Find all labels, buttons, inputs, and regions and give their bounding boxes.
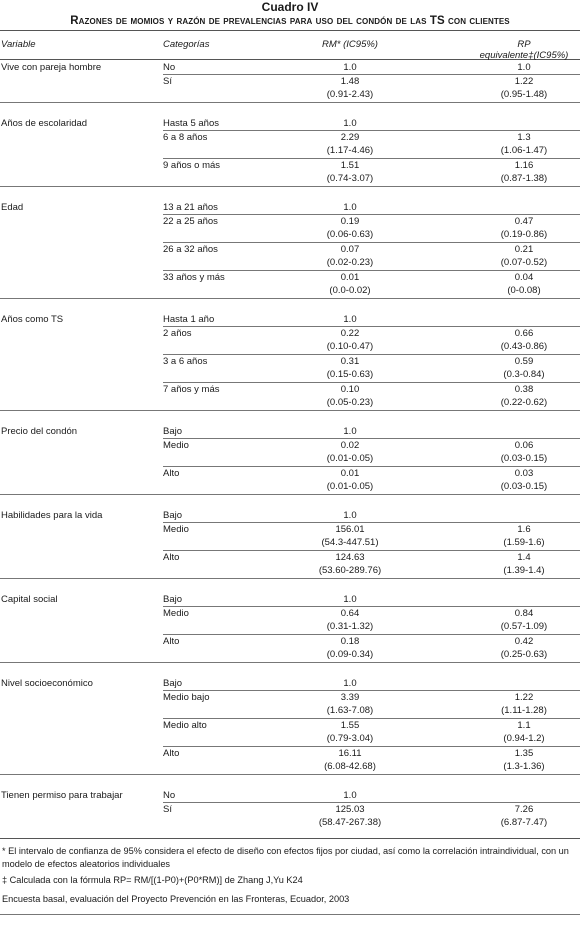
rp-value: 0.42: [514, 636, 534, 647]
rm-ci: (0.02-0.23): [326, 257, 374, 268]
rp-value: 0.06: [514, 440, 534, 451]
rp-value: 0.47: [514, 216, 534, 227]
rm-value: 0.31: [340, 356, 360, 367]
table-row: [0, 326, 580, 354]
rp-ci: (0.19-0.86): [500, 229, 548, 240]
category-label: Alto: [163, 636, 180, 647]
category-label: Medio: [163, 608, 189, 619]
rm-ci: (0.15-0.63): [326, 369, 374, 380]
category-label: Hasta 1 año: [163, 314, 215, 325]
table-row: [0, 116, 580, 130]
variable-label: Edad: [1, 202, 24, 213]
table-row: [0, 676, 580, 690]
rm-ci: (0.06-0.63): [326, 229, 374, 240]
category-label: 7 años y más: [163, 384, 220, 395]
table-row: [0, 466, 580, 494]
rm-value: 1.0: [343, 426, 357, 437]
rm-ci: (58.47-267.38): [318, 817, 382, 828]
rm-value: 0.18: [340, 636, 360, 647]
category-label: 2 años: [163, 328, 192, 339]
category-label: Bajo: [163, 678, 183, 689]
table-row: [0, 382, 580, 410]
table-row: [0, 606, 580, 634]
rm-ci: (0.09-0.34): [326, 649, 374, 660]
category-label: Medio bajo: [163, 692, 210, 703]
rm-ci: (0.31-1.32): [326, 621, 374, 632]
rp-ci: (0.03-0.15): [500, 453, 548, 464]
rp-value: 0.04: [514, 272, 534, 283]
rm-ci: (1.17-4.46): [326, 145, 374, 156]
rp-ci: (0.07-0.52): [500, 257, 548, 268]
rm-ci: (0.79-3.04): [326, 733, 374, 744]
table-row: [0, 130, 580, 158]
rp-value: 1.1: [517, 720, 531, 731]
rm-ci: (0.91-2.43): [326, 89, 374, 100]
variable-label: Precio del condón: [1, 426, 78, 437]
table-row: [0, 74, 580, 102]
footnote-formula: ‡ Calculada con la fórmula RP= RM/[(1-P0)+(P0*RM)] de Zhang J,Yu K24: [2, 875, 303, 885]
rp-value: 0.84: [514, 608, 534, 619]
rm-value: 1.0: [343, 118, 357, 129]
table-row: [0, 550, 580, 578]
rm-value: 0.01: [340, 272, 360, 283]
rp-ci: (1.39-1.4): [503, 565, 545, 576]
table-row: [0, 354, 580, 382]
category-label: 6 a 8 años: [163, 132, 208, 143]
rm-ci: (0.05-0.23): [326, 397, 374, 408]
rp-ci: (0.43-0.86): [500, 341, 548, 352]
rp-ci: (0.03-0.15): [500, 481, 548, 492]
rp-value: 0.66: [514, 328, 534, 339]
table-row: [0, 634, 580, 662]
rm-value: 2.29: [340, 132, 360, 143]
category-label: Medio: [163, 524, 189, 535]
rm-value: 125.03: [335, 804, 365, 815]
rm-value: 0.19: [340, 216, 360, 227]
rp-value: 0.21: [514, 244, 534, 255]
rm-ci: (1.63-7.08): [326, 705, 374, 716]
rp-value: 0.38: [514, 384, 534, 395]
footnote-ci: * El intervalo de confianza de 95% considera el efecto de diseño con efectos fijos por ciudad, así como la correlación intraindividual, con un modelo de efectos aleatorios individuales: [2, 846, 569, 869]
rm-value: 1.0: [343, 62, 357, 73]
category-label: Medio: [163, 440, 189, 451]
rm-value: 0.64: [340, 608, 360, 619]
rm-value: 1.0: [343, 790, 357, 801]
rm-ci: (0.0-0.02): [329, 285, 371, 296]
rp-value: 1.16: [514, 160, 534, 171]
rp-value: 1.3: [517, 132, 531, 143]
rm-value: 1.55: [340, 720, 360, 731]
category-label: Sí: [163, 76, 172, 87]
rm-value: 0.01: [340, 468, 360, 479]
rp-ci: (0.94-1.2): [503, 733, 545, 744]
rp-value: 1.35: [514, 748, 534, 759]
rp-ci: (1.11-1.28): [501, 705, 547, 716]
header-rm: RM* (IC95%): [322, 39, 378, 50]
rm-value: 1.51: [340, 160, 360, 171]
rp-ci: (0.22-0.62): [500, 397, 548, 408]
category-label: 26 a 32 años: [163, 244, 218, 255]
footnotes: [0, 839, 580, 906]
table-row: [0, 214, 580, 242]
category-label: Alto: [163, 468, 180, 479]
rp-ci: (6.87-7.47): [500, 817, 548, 828]
category-label: 9 años o más: [163, 160, 221, 171]
group-spacer: [0, 299, 580, 312]
rp-value: 1.6: [517, 524, 531, 535]
rp-value: 1.22: [514, 76, 534, 87]
rm-ci: (0.10-0.47): [326, 341, 374, 352]
rp-value: 1.0: [517, 62, 531, 73]
rp-ci: (1.59-1.6): [503, 537, 545, 548]
variable-label: Tienen permiso para trabajar: [1, 790, 123, 801]
group-spacer: [0, 663, 580, 676]
category-label: 33 años y más: [163, 272, 225, 283]
category-label: Medio alto: [163, 720, 207, 731]
category-label: No: [163, 62, 176, 73]
rp-ci: (0.25-0.63): [500, 649, 548, 660]
table-row: [0, 200, 580, 214]
rp-value: 0.03: [514, 468, 534, 479]
table-row: [0, 788, 580, 802]
group-spacer: [0, 775, 580, 788]
table-row: [0, 438, 580, 466]
table-row: [0, 746, 580, 774]
header-variable: Variable: [1, 39, 36, 50]
rm-ci: (0.01-0.05): [326, 481, 374, 492]
group-spacer: [0, 579, 580, 592]
variable-label: Capital social: [1, 594, 58, 605]
header-category: Categorías: [163, 39, 210, 50]
rm-value: 0.10: [340, 384, 360, 395]
rp-ci: (1.3-1.36): [503, 761, 545, 772]
table-row: [0, 802, 580, 830]
table-row: [0, 424, 580, 438]
rm-ci: (54.3-447.51): [321, 537, 379, 548]
table-row: [0, 158, 580, 186]
table-number: Cuadro IV: [261, 0, 319, 14]
table-row: [0, 522, 580, 550]
rm-ci: (0.74-3.07): [326, 173, 374, 184]
table-row: [0, 508, 580, 522]
table-row: [0, 592, 580, 606]
category-label: Bajo: [163, 510, 183, 521]
rm-value: 1.0: [343, 314, 357, 325]
group-spacer: [0, 411, 580, 424]
rm-value: 156.01: [335, 524, 365, 535]
rm-ci: (53.60-289.76): [318, 565, 382, 576]
rm-value: 1.0: [343, 510, 357, 521]
rm-value: 16.11: [338, 748, 362, 759]
table-row: [0, 60, 580, 74]
rm-ci: (6.08-42.68): [324, 761, 376, 772]
rm-value: 0.22: [340, 328, 360, 339]
category-label: 22 a 25 años: [163, 216, 218, 227]
table-header: [0, 31, 580, 59]
group-spacer: [0, 495, 580, 508]
rm-value: 0.07: [340, 244, 360, 255]
group-spacer: [0, 187, 580, 200]
table-row: [0, 242, 580, 270]
category-label: Alto: [163, 552, 180, 563]
table-title: Razones de momios y razón de prevalencias para uso del condón de las TS con clientes: [70, 15, 510, 27]
rp-value: 0.59: [514, 356, 534, 367]
table-row: [0, 718, 580, 746]
rm-value: 1.48: [340, 76, 360, 87]
category-label: Hasta 5 años: [163, 118, 219, 129]
header-rp: RP equivalente‡(IC95%): [479, 39, 569, 61]
rp-ci: (0.95-1.48): [500, 89, 548, 100]
rp-ci: (0.87-1.38): [500, 173, 548, 184]
group-spacer: [0, 103, 580, 116]
rp-value: 1.4: [517, 552, 531, 563]
source-note: Encuesta basal, evaluación del Proyecto Prevención en las Fronteras, Ecuador, 2003: [2, 894, 350, 904]
rm-value: 1.0: [343, 678, 357, 689]
rp-value: 1.22: [514, 692, 534, 703]
category-label: 3 a 6 años: [163, 356, 208, 367]
rp-ci: (0.57-1.09): [500, 621, 548, 632]
variable-label: Nivel socioeconómico: [1, 678, 93, 689]
variable-label: Habilidades para la vida: [1, 510, 103, 521]
rm-value: 1.0: [343, 594, 357, 605]
rm-value: 124.63: [335, 552, 365, 563]
table-row: [0, 270, 580, 298]
rm-value: 1.0: [343, 202, 357, 213]
category-label: Alto: [163, 748, 180, 759]
page-bottom-rule: [0, 914, 580, 915]
category-label: Sí: [163, 804, 172, 815]
rp-value: 7.26: [514, 804, 534, 815]
rp-ci: (0.3-0.84): [503, 369, 545, 380]
table-row: [0, 312, 580, 326]
variable-label: Años como TS: [1, 314, 64, 325]
table-row: [0, 690, 580, 718]
rm-value: 3.39: [340, 692, 360, 703]
rp-ci: (1.06-1.47): [500, 145, 548, 156]
category-label: 13 a 21 años: [163, 202, 218, 213]
variable-label: Vive con pareja hombre: [1, 62, 102, 73]
rm-ci: (0.01-0.05): [326, 453, 374, 464]
table-body: [0, 60, 580, 830]
variable-label: Años de escolaridad: [1, 118, 88, 129]
rp-ci: (0-0.08): [507, 285, 541, 296]
category-label: No: [163, 790, 176, 801]
rm-value: 0.02: [340, 440, 360, 451]
category-label: Bajo: [163, 426, 183, 437]
category-label: Bajo: [163, 594, 183, 605]
